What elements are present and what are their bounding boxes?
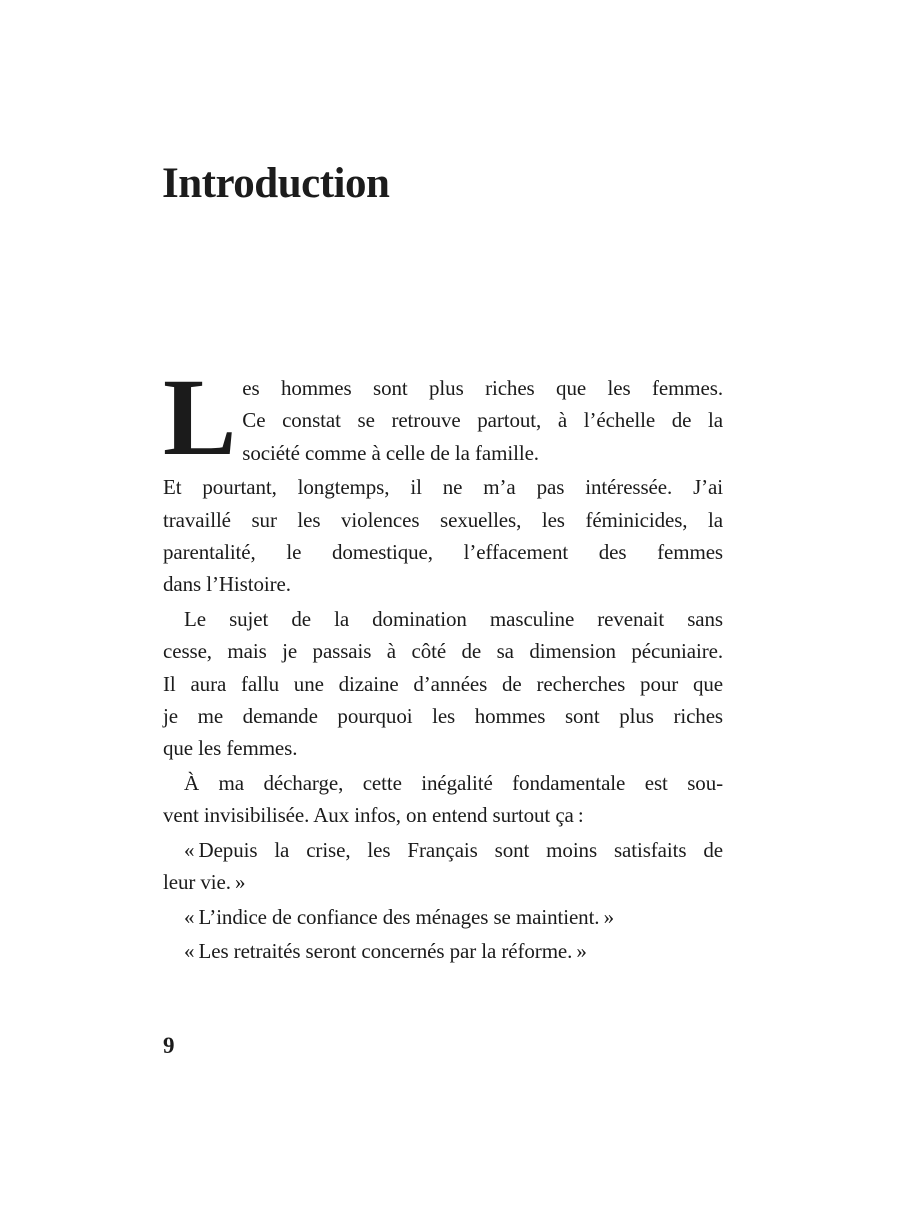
drop-cap: L xyxy=(163,356,237,478)
text-line: travaillé sur les violences sexuelles, les féminicides, la xyxy=(163,507,723,532)
text-line: « Les retraités seront concernés par la réforme. » xyxy=(184,938,587,963)
page-number: 9 xyxy=(163,1033,175,1058)
text-line: vent invisibilisée. Aux infos, on entend surtout ça : xyxy=(163,803,584,828)
text-line: Le sujet de la domination masculine revenait sans xyxy=(184,606,723,631)
text-line: Et pourtant, longtemps, il ne m’a pas intéressée. J’ai xyxy=(163,475,723,500)
paragraph xyxy=(163,471,723,601)
paragraph xyxy=(163,935,723,967)
text-line: société comme à celle de la famille. xyxy=(242,440,539,465)
text-line: leur vie. » xyxy=(163,870,246,895)
paragraph xyxy=(163,603,723,765)
paragraph xyxy=(163,901,723,933)
text-line: que les femmes. xyxy=(163,736,298,761)
chapter-title: Introduction xyxy=(162,160,390,207)
paragraph xyxy=(163,767,723,832)
text-line: Il aura fallu une dizaine d’années de recherches pour que xyxy=(163,671,723,696)
text-line: À ma décharge, cette inégalité fondamentale est sou- xyxy=(184,770,723,795)
paragraph xyxy=(163,834,723,899)
text-line: dans l’Histoire. xyxy=(163,572,291,597)
text-line: parentalité, le domestique, l’effacement des femmes xyxy=(163,540,723,565)
text-line: Ce constat se retrouve partout, à l’échelle de la xyxy=(242,408,723,433)
text-line: cesse, mais je passais à côté de sa dimension pécuniaire. xyxy=(163,639,723,664)
text-line: « Depuis la crise, les Français sont moins satisfaits de xyxy=(184,837,723,862)
text-line: es hommes sont plus riches que les femmes. xyxy=(242,376,723,400)
paragraph xyxy=(163,356,723,478)
text-line: je me demande pourquoi les hommes sont plus riches xyxy=(163,704,723,729)
text-line: « L’indice de confiance des ménages se maintient. » xyxy=(184,904,614,929)
body-text xyxy=(163,356,723,967)
